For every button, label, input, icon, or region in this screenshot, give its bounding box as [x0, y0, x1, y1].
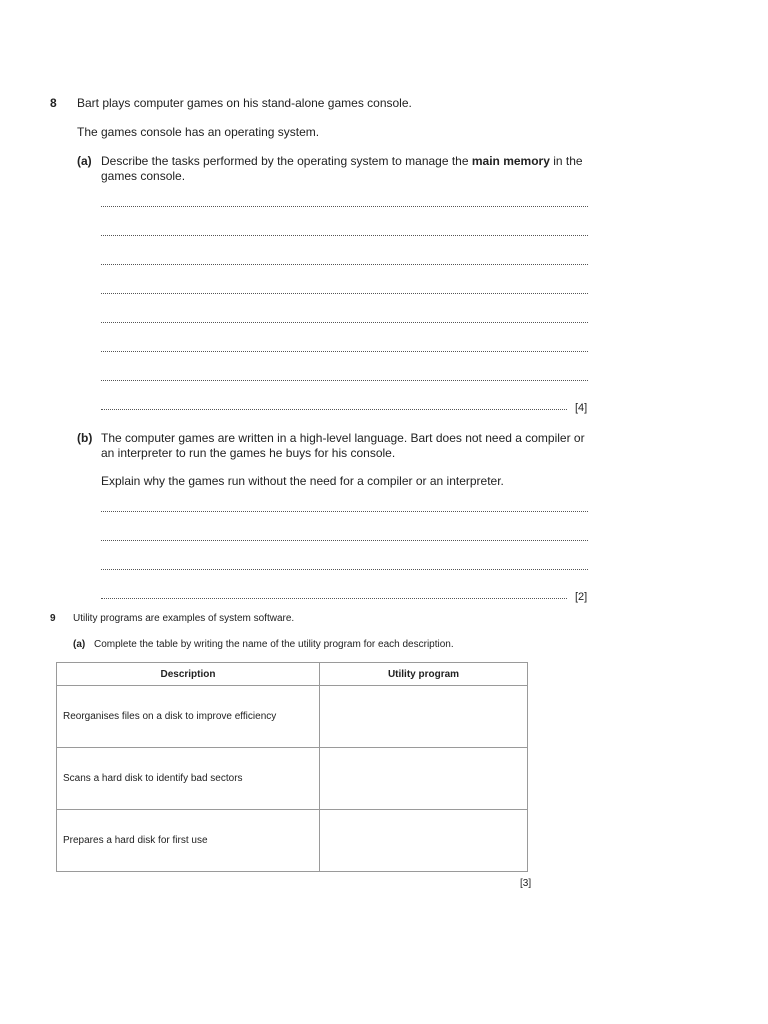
answer-line[interactable] [101, 540, 588, 541]
question-8b-instruction: Explain why the games run without the need for a compiler or an interpreter. [101, 474, 504, 488]
description-cell: Prepares a hard disk for first use [57, 810, 320, 872]
question-8b-text-line2: an interpreter to run the games he buys for his console. [101, 446, 396, 460]
utility-answer-cell[interactable] [320, 748, 528, 810]
question-8a-text-end: in the [549, 154, 583, 168]
answer-line[interactable] [101, 511, 588, 512]
question-8a-text [101, 154, 601, 169]
description-cell: Scans a hard disk to identify bad sectors [57, 748, 320, 810]
question-8b-marks: [2] [575, 591, 588, 603]
question-8a-keyword: main memory [471, 154, 550, 168]
column-header-description: Description [57, 663, 320, 686]
answer-line[interactable] [101, 351, 588, 352]
answer-line[interactable] [101, 380, 588, 381]
table-row [57, 748, 528, 810]
description-cell: Reorganises files on a disk to improve efficiency [57, 686, 320, 748]
question-8b-text-line1: The computer games are written in a high-level language. Bart does not need a compiler or [101, 431, 585, 445]
question-8-context: The games console has an operating system. [77, 125, 320, 139]
answer-line[interactable] [101, 206, 588, 207]
table-row [57, 686, 528, 748]
question-8-number: 8 [50, 96, 57, 110]
answer-line[interactable] [101, 235, 588, 236]
answer-line[interactable] [101, 569, 588, 570]
table-header-row [57, 663, 528, 686]
question-9a-text: Complete the table by writing the name of the utility program for each description. [94, 639, 454, 650]
question-9a-marks: [3] [520, 878, 532, 889]
answer-line[interactable] [101, 409, 567, 410]
column-header-utility-program: Utility program [320, 663, 528, 686]
answer-line[interactable] [101, 293, 588, 294]
question-9a-label: (a) [73, 639, 86, 650]
question-9-number: 9 [50, 613, 56, 624]
question-8b-label: (b) [77, 431, 93, 445]
question-8a-marks: [4] [575, 402, 588, 414]
question-8-intro: Bart plays computer games on his stand-alone games console. [77, 96, 412, 110]
question-9-intro: Utility programs are examples of system software. [73, 613, 295, 624]
question-8a-label: (a) [77, 154, 92, 168]
utility-table [56, 662, 528, 872]
utility-answer-cell[interactable] [320, 686, 528, 748]
answer-line[interactable] [101, 264, 588, 265]
answer-line[interactable] [101, 598, 567, 599]
table-row [57, 810, 528, 872]
answer-line[interactable] [101, 322, 588, 323]
question-8a-text-start: Describe the tasks performed by the operating system to manage the [101, 154, 472, 168]
utility-answer-cell[interactable] [320, 810, 528, 872]
question-8a-text-line2: games console. [101, 169, 186, 183]
